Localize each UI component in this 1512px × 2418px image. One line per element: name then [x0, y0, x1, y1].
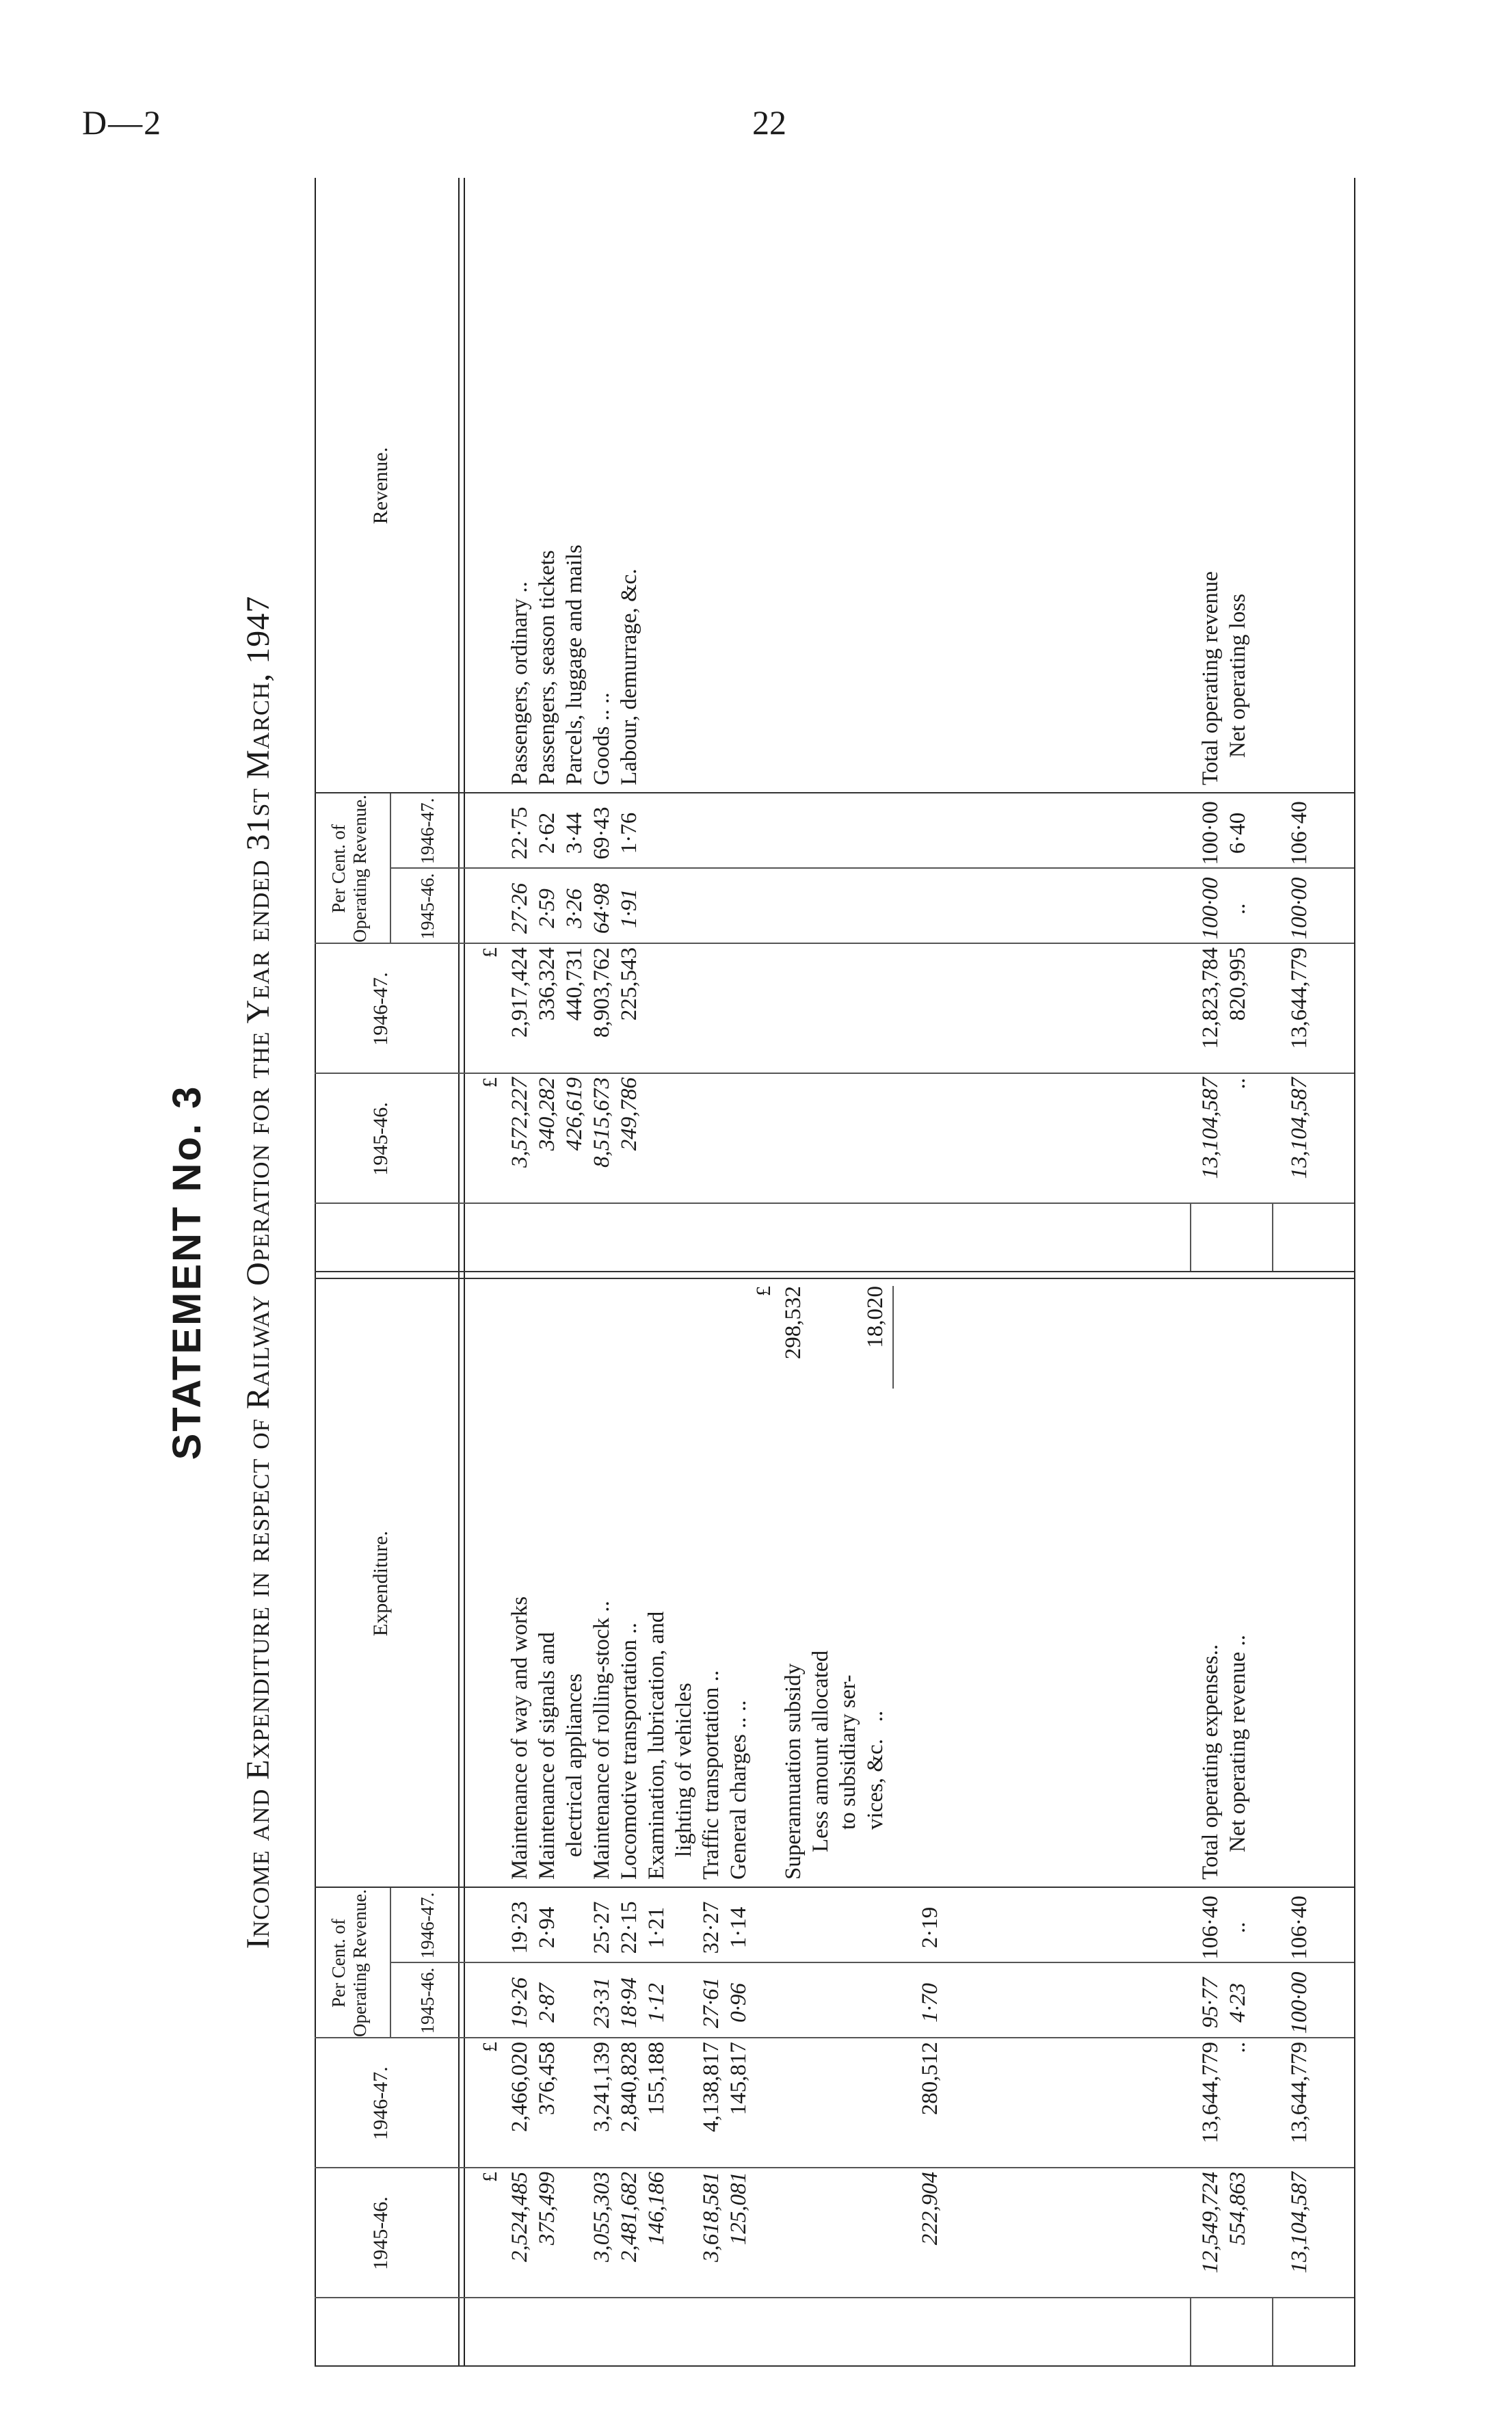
statement-rotated — [164, 178, 1354, 2367]
exp-total-y2: 554,863 — [1225, 2172, 1250, 2246]
exp-grand-rule — [1272, 2298, 1273, 2367]
exp-col-rule — [315, 2297, 1354, 2298]
rev-row-p1: 22·75 — [507, 806, 532, 860]
exp-grand-y2: 13,104,587 — [1287, 2172, 1312, 2274]
exp-row-p2: 19·26 — [507, 1977, 532, 2029]
rev-row-y2: 426,619 — [562, 1077, 587, 1151]
rev-total-label: Net operating loss — [1225, 593, 1250, 758]
exp-row-y2: 2,524,485 — [507, 2172, 532, 2262]
superannuation-amount: 298,532 — [781, 1286, 806, 1360]
exp-row-y2: 146,186 — [644, 2172, 669, 2246]
rev-total-label: Total operating revenue — [1198, 571, 1223, 785]
rev-row-y2: 340,282 — [535, 1077, 559, 1151]
rev-total-y2: .. — [1225, 1077, 1250, 1089]
rev-col-rule — [390, 867, 1354, 869]
rev-total-p1: 100·00 — [1198, 801, 1223, 865]
exp-row-p1: 2·94 — [535, 1906, 559, 1949]
exp-total-p2: 95·77 — [1198, 1977, 1223, 2029]
exp-col-rule — [315, 2037, 1354, 2038]
rev-grand-p2: 100·00 — [1287, 877, 1312, 940]
exp-row-y1: 4,138,817 — [699, 2042, 724, 2132]
exp-row-label: Examination, lubrication, and lighting of vehicles — [644, 1611, 696, 1880]
table-bottom-rule — [1354, 178, 1355, 2367]
exp-row-p2: 27·61 — [699, 1977, 724, 2029]
rev-total-p1: 6·40 — [1225, 812, 1250, 854]
page-header — [82, 103, 1430, 157]
exp-row-y1: 376,458 — [535, 2042, 559, 2116]
rev-col-rule — [315, 943, 1354, 944]
superannuation-p2: 1·70 — [918, 1983, 942, 2023]
exp-row-y2: 3,055,303 — [589, 2172, 614, 2262]
expenditure-header: Expenditure. — [369, 1530, 392, 1637]
exp-total-label: Net operating revenue .. — [1225, 1635, 1250, 1852]
rev-row-p2: 27·26 — [507, 882, 532, 934]
exp-row-label: Locomotive transportation .. — [617, 1622, 641, 1880]
statement-title: STATEMENT No. 3 — [165, 1084, 209, 1460]
page-number: 22 — [752, 103, 786, 142]
rev-year-a-header: 1946-47. — [369, 972, 392, 1046]
exp-row-p2: 23·31 — [589, 1977, 614, 2029]
rev-total-y2: 13,104,587 — [1198, 1077, 1223, 1179]
exp-grand-p1: 106·40 — [1287, 1895, 1312, 1960]
rev-row-y1: 8,903,762 — [589, 947, 614, 1038]
exp-year-a-pound: £ — [479, 2042, 501, 2052]
rev-row-p1: 69·43 — [589, 806, 614, 860]
subsidy-rule — [892, 1286, 894, 1389]
exp-row-y1: 145,817 — [726, 2042, 751, 2116]
header-rule-double — [464, 178, 465, 2367]
exp-col-rule — [315, 2365, 1354, 2367]
exp-total-p1: .. — [1225, 1921, 1250, 1934]
rev-pct-a-header: 1946-47. — [417, 798, 438, 865]
exp-col-rule — [315, 2167, 1354, 2168]
rev-row-y2: 249,786 — [617, 1077, 641, 1151]
exp-pct-subrule — [390, 1888, 391, 2038]
less-allocated-amount: 18,020 — [863, 1286, 888, 1348]
rev-row-y2: 3,572,227 — [507, 1077, 532, 1168]
rev-total-y1: 12,823,784 — [1198, 947, 1223, 1049]
rev-total-p2: 100·00 — [1198, 877, 1223, 940]
exp-row-p2: 1·12 — [644, 1983, 669, 2023]
exp-row-p1: 22·15 — [617, 1901, 641, 1954]
exp-row-y2: 125,081 — [726, 2172, 751, 2246]
rev-grand-rule — [1272, 1204, 1273, 1272]
superannuation-label: Superannuation subsidy — [781, 1663, 806, 1880]
header-rule — [458, 178, 460, 2367]
rev-row-p1: 2·62 — [535, 812, 559, 854]
exp-row-y1: 155,188 — [644, 2042, 669, 2116]
exp-row-y2: 375,499 — [535, 2172, 559, 2246]
rev-row-label: Goods .. .. — [589, 692, 614, 785]
exp-year-b-header: 1945-46. — [369, 2196, 392, 2270]
exp-row-p2: 2·87 — [535, 1983, 559, 2023]
exp-row-label: Maintenance of way and works — [507, 1596, 532, 1880]
rev-total-rule — [1190, 1204, 1191, 1272]
rev-col-rule — [315, 792, 1354, 793]
exp-row-y2: 2,481,682 — [617, 2172, 641, 2262]
exp-total-label: Total operating expenses.. — [1198, 1644, 1223, 1880]
exp-total-y1: .. — [1225, 2042, 1250, 2053]
rev-row-label: Labour, demurrage, &c. — [617, 568, 641, 785]
statement-subtitle: Income and Expenditure in respect of Railway Operation for the Year ended 31st March, 1947 — [240, 595, 276, 1949]
center-rule — [315, 1278, 1354, 1279]
rev-row-y1: 225,543 — [617, 947, 641, 1021]
rev-row-label: Parcels, luggage and mails — [562, 544, 587, 785]
rev-col-rule — [315, 1073, 1354, 1074]
rev-total-p2: .. — [1225, 902, 1250, 915]
rev-grand-y1: 13,644,779 — [1287, 947, 1312, 1049]
exp-year-b-pound: £ — [479, 2172, 501, 2182]
rev-year-b-pound: £ — [479, 1077, 501, 1088]
rev-row-p2: 1·91 — [617, 889, 641, 928]
exp-col-rule — [315, 1887, 1354, 1888]
rev-col-rule — [315, 1203, 1354, 1204]
exp-total-rule — [1190, 2298, 1191, 2367]
rev-row-p2: 64·98 — [589, 882, 614, 934]
exp-row-p1: 25·27 — [589, 1901, 614, 1954]
rev-year-b-header: 1945-46. — [369, 1102, 392, 1176]
exp-row-p1: 1·14 — [726, 1906, 751, 1949]
superannuation-y2: 222,904 — [918, 2172, 942, 2246]
exp-total-p2: 4·23 — [1225, 1983, 1250, 2023]
rev-grand-y2: 13,104,587 — [1287, 1077, 1312, 1179]
exp-row-y2: 3,618,581 — [699, 2172, 724, 2262]
superannuation-y1: 280,512 — [918, 2042, 942, 2116]
exp-pct-a-header: 1946-47. — [417, 1892, 438, 1959]
rev-pct-subrule — [390, 793, 391, 944]
exp-row-p1: 1·21 — [644, 1906, 669, 1949]
exp-row-p1: 32·27 — [699, 1901, 724, 1954]
exp-grand-y1: 13,644,779 — [1287, 2042, 1312, 2144]
exp-total-y2: 12,549,724 — [1198, 2172, 1223, 2274]
exp-row-p1: 19·23 — [507, 1901, 532, 1954]
exp-total-p1: 106·40 — [1198, 1895, 1223, 1960]
rev-row-y2: 8,515,673 — [589, 1077, 614, 1168]
rev-row-p2: 2·59 — [535, 889, 559, 928]
exp-pct-header: Per Cent. of Operating Revenue. — [328, 1889, 370, 2037]
exp-grand-p2: 100·00 — [1287, 1971, 1312, 2034]
exp-row-y1: 3,241,139 — [589, 2042, 614, 2132]
rev-row-y1: 440,731 — [562, 947, 587, 1021]
rev-row-y1: 2,917,424 — [507, 947, 532, 1038]
superannuation-p1: 2·19 — [918, 1906, 942, 1949]
exp-row-label: Traffic transportation .. — [699, 1670, 724, 1880]
exp-row-label: Maintenance of signals and electrical appliances — [535, 1632, 587, 1880]
rev-row-label: Passengers, season tickets — [535, 550, 559, 785]
exp-row-label: Maintenance of rolling-stock .. — [589, 1601, 614, 1880]
table-top-rule — [315, 178, 316, 2367]
rev-pct-b-header: 1945-46. — [417, 873, 438, 940]
exp-year-a-header: 1946-47. — [369, 2066, 392, 2140]
rev-grand-p1: 106·40 — [1287, 801, 1312, 865]
exp-row-p2: 0·96 — [726, 1983, 751, 2023]
rev-row-p1: 1·76 — [617, 812, 641, 854]
rev-pct-header: Per Cent. of Operating Revenue. — [328, 795, 370, 943]
exp-total-y1: 13,644,779 — [1198, 2042, 1223, 2144]
exp-pct-b-header: 1945-46. — [417, 1967, 438, 2034]
exp-row-label: General charges .. .. — [726, 1700, 751, 1880]
revenue-header: Revenue. — [369, 447, 392, 525]
document-code: D—2 — [82, 103, 163, 142]
exp-row-y1: 2,466,020 — [507, 2042, 532, 2132]
income-expenditure-table — [315, 178, 1354, 2367]
superannuation-pound: £ — [752, 1286, 775, 1296]
exp-row-y1: 2,840,828 — [617, 2042, 641, 2132]
rev-row-p2: 3·26 — [562, 889, 587, 928]
exp-row-p2: 18·94 — [617, 1977, 641, 2029]
center-rule-double — [315, 1271, 1354, 1272]
rev-row-y1: 336,324 — [535, 947, 559, 1021]
rev-row-p1: 3·44 — [562, 812, 587, 854]
rev-year-a-pound: £ — [479, 947, 501, 958]
less-allocated-label: Less amount allocated to subsidiary ser- vices, &c. .. — [808, 1650, 888, 1852]
exp-col-rule — [390, 1962, 1354, 1963]
rev-total-y1: 820,995 — [1225, 947, 1250, 1021]
rev-row-label: Passengers, ordinary .. — [507, 581, 532, 785]
